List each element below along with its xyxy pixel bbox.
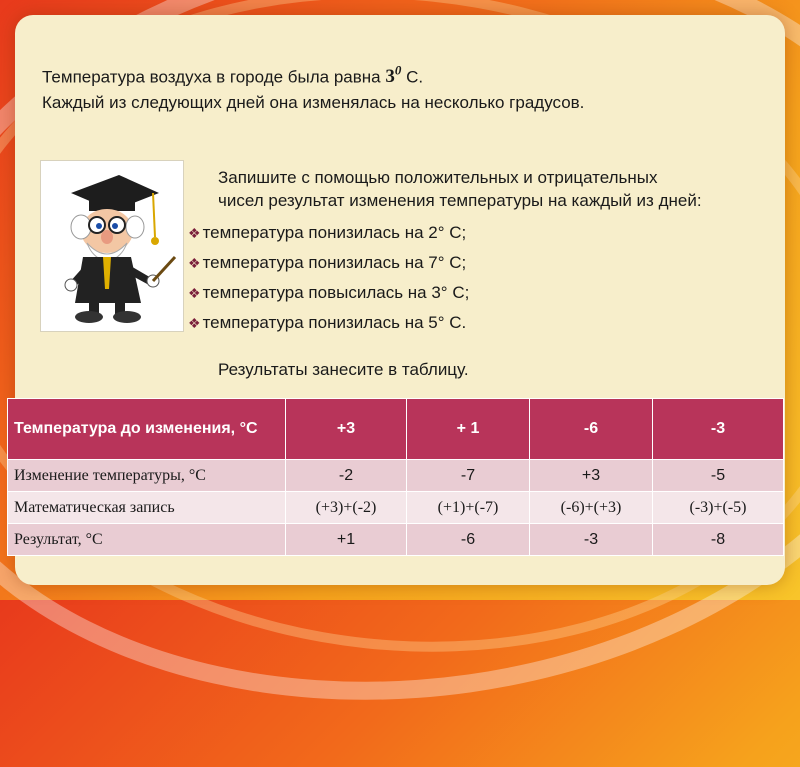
table-cell: +3: [530, 460, 653, 492]
table-row: [8, 460, 784, 492]
diamond-bullet-icon: ❖: [188, 285, 201, 301]
table-header-cell: +3: [286, 399, 407, 460]
table-cell: (-3)+(-5): [653, 492, 784, 524]
professor-illustration: [40, 160, 184, 332]
task-line-2: чисел результат изменения температуры на каждый из дней:: [218, 191, 702, 210]
professor-cartoon-icon: [41, 161, 183, 331]
table-cell: Результат, °С: [8, 524, 286, 556]
task-list: [188, 218, 778, 338]
table-cell: -7: [407, 460, 530, 492]
diamond-bullet-icon: ❖: [188, 315, 201, 331]
initial-temperature: $3^0$: [385, 63, 402, 88]
diamond-bullet-icon: ❖: [188, 255, 201, 271]
task-block: [188, 166, 778, 338]
table-cell: (-6)+(+3): [530, 492, 653, 524]
list-item: ❖ температура понизилась на 7° С;: [188, 253, 467, 272]
list-item: ❖ температура понизилась на 5° С.: [188, 313, 467, 332]
table-header-cell: + 1: [407, 399, 530, 460]
table-cell: Изменение температуры, °С: [8, 460, 286, 492]
intro-text: [42, 58, 762, 116]
intro-line-1: Температура воздуха в городе была равна $3^0$ С.: [42, 63, 424, 88]
temperature-table: [7, 398, 784, 556]
table-header-cell: -6: [530, 399, 653, 460]
table-cell: -3: [530, 524, 653, 556]
table-row: [8, 524, 784, 556]
table-cell: (+1)+(-7): [407, 492, 530, 524]
table-cell: -6: [407, 524, 530, 556]
table-cell: -8: [653, 524, 784, 556]
task-line-1: Запишите с помощью положительных и отрицательных: [218, 168, 658, 187]
list-item: ❖ температура понизилась на 2° С;: [188, 223, 467, 242]
table-cell: +1: [286, 524, 407, 556]
instruction-note: Результаты занесите в таблицу.: [218, 360, 469, 379]
table-header-cell: -3: [653, 399, 784, 460]
diamond-bullet-icon: ❖: [188, 225, 201, 241]
table-row: [8, 492, 784, 524]
table-cell: -2: [286, 460, 407, 492]
intro-line-2: Каждый из следующих дней она изменялась на несколько градусов.: [42, 93, 585, 113]
table-header-row: [8, 399, 784, 460]
table-cell: -5: [653, 460, 784, 492]
table-cell: (+3)+(-2): [286, 492, 407, 524]
table-cell: Математическая запись: [8, 492, 286, 524]
table-header-cell: Температура до изменения, °С: [8, 399, 286, 460]
list-item: ❖ температура повысилась на 3° С;: [188, 283, 470, 302]
